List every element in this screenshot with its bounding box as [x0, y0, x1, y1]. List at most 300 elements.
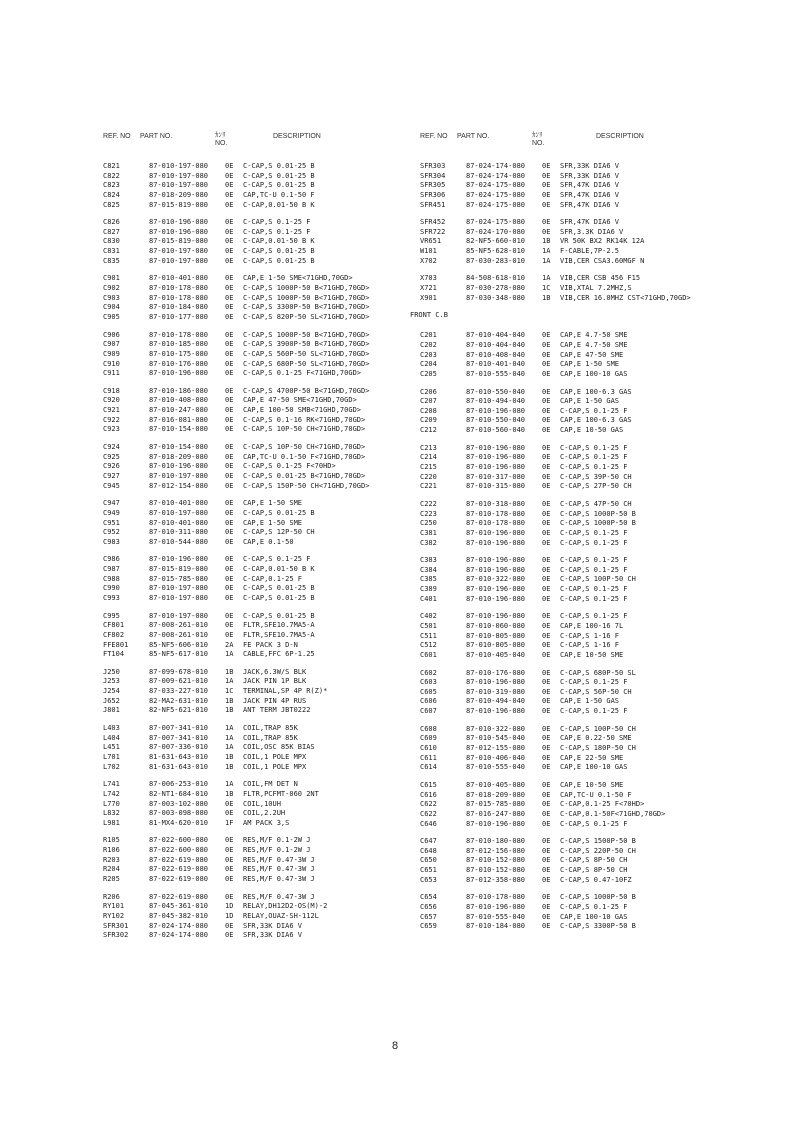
ref-no: X721	[420, 284, 437, 293]
part-no: 87-010-311-080	[149, 528, 209, 537]
ref-no: C947	[103, 499, 120, 508]
description: CAP,E 47-50 SME	[560, 350, 624, 359]
description: COIL,10UH	[243, 799, 281, 808]
kari-no: 0E	[542, 350, 551, 359]
kari-no: 0E	[225, 162, 234, 170]
description: C-CAP,S 0.1-25 F	[243, 227, 311, 236]
description: SFR,47K DIA6 V	[560, 181, 620, 190]
part-row	[103, 594, 369, 604]
part-no: 87-010-197-080	[149, 162, 209, 170]
part-no: 87-010-177-080	[149, 312, 209, 321]
part-row	[103, 706, 369, 716]
kari-no: 0E	[225, 443, 234, 452]
part-no: 87-030-278-080	[466, 284, 526, 293]
description: C-CAP,S 220P-50 CH	[560, 846, 636, 855]
part-row	[103, 387, 369, 397]
ref-no: C926	[103, 462, 120, 471]
kari-no: 0E	[542, 763, 551, 772]
kari-no: 0E	[542, 800, 551, 809]
description: C-CAP,S 0.01-25 B	[243, 181, 315, 190]
kari-no: 0E	[542, 866, 551, 875]
part-no: 87-010-401-040	[466, 360, 526, 369]
part-row	[103, 902, 369, 912]
kari-no: 0E	[542, 922, 551, 931]
part-row	[103, 809, 369, 819]
description: C-CAP,0.01-50 B K	[243, 200, 315, 209]
part-no: 87-045-382-010	[149, 911, 209, 920]
part-row	[103, 247, 369, 257]
kari-no: 0E	[542, 753, 551, 762]
part-row	[420, 360, 691, 370]
part-no: 87-008-261-010	[149, 621, 209, 630]
parts-group	[103, 893, 369, 941]
part-no: 87-010-315-080	[466, 482, 526, 491]
part-no: 87-010-401-080	[149, 499, 209, 508]
part-no: 87-010-406-040	[466, 753, 526, 762]
ref-no: C951	[103, 518, 120, 527]
description: COIL,TRAP 85K	[243, 724, 298, 733]
part-row	[103, 172, 369, 182]
part-row	[420, 734, 691, 744]
description: C-CAP,S 820P-50 SL<71GHD,70GD>	[243, 312, 370, 321]
description: RES,M/F 0.1-2W J	[243, 836, 311, 845]
part-row	[420, 781, 691, 791]
kari-no: 0E	[542, 641, 551, 650]
part-no: 85-NF5-628-010	[466, 247, 526, 256]
description: CAP,E 4.7-50 SME	[560, 340, 628, 349]
ref-no: C383	[420, 556, 437, 565]
description: C-CAP,S 0.1-16 RK<71GHD,70GD>	[243, 415, 366, 424]
description: C-CAP,S 560P-50 SL<71GHD,70GD>	[243, 349, 370, 358]
ref-no: C203	[420, 350, 437, 359]
description: C-CAP,S 0.1-25 F	[560, 565, 628, 574]
kari-no: 0E	[542, 912, 551, 921]
description: COIL,2.2UH	[243, 809, 286, 818]
parts-group	[103, 724, 369, 772]
ref-no: C924	[103, 443, 120, 452]
part-row	[103, 800, 369, 810]
kari-no: 0E	[542, 181, 551, 190]
part-row	[420, 529, 691, 539]
part-row	[103, 499, 369, 509]
description: C-CAP,S 10P-50 CH<71GHD,70GD>	[243, 443, 366, 452]
part-row	[103, 331, 369, 341]
part-row	[420, 463, 691, 473]
kari-no: 0E	[542, 406, 551, 415]
part-row	[420, 903, 691, 913]
kari-no: 0E	[225, 621, 234, 630]
part-row	[420, 725, 691, 735]
main-board-parts-list	[420, 162, 691, 303]
description: COIL,1 POLE MPX	[243, 762, 307, 771]
kari-no: 0E	[542, 538, 551, 547]
ref-no: C653	[420, 875, 437, 884]
ref-no: C385	[420, 575, 437, 584]
part-row	[103, 790, 369, 800]
kari-no: 0E	[542, 218, 551, 227]
description: C-CAP,S 0.1-25 F	[243, 555, 311, 564]
part-row	[420, 893, 691, 903]
ref-no: C909	[103, 349, 120, 358]
description: SFR,47K DIA6 V	[560, 218, 620, 227]
ref-no: C835	[103, 256, 120, 265]
left-parts-column	[103, 162, 369, 949]
part-no: 87-010-401-080	[149, 274, 209, 283]
kari-no: 0E	[225, 508, 234, 517]
description: C-CAP,S 0.1-25 F	[560, 538, 628, 547]
ref-no: L451	[103, 743, 120, 752]
description: C-CAP,S 680P-50 SL	[560, 668, 636, 677]
description: CAP,E 10-50 GAS	[560, 426, 624, 435]
part-row	[420, 453, 691, 463]
part-no: 84-508-618-010	[466, 274, 526, 283]
part-no: 87-010-319-080	[466, 687, 526, 696]
ref-no: C214	[420, 453, 437, 462]
part-row	[103, 612, 369, 622]
description: VR 50K BX2 RK14K 12A	[560, 237, 645, 246]
parts-group	[103, 274, 369, 322]
part-row	[103, 416, 369, 426]
ref-no: C906	[103, 330, 120, 339]
ref-no: C512	[420, 641, 437, 650]
ref-no: FFE801	[103, 640, 129, 649]
part-row	[103, 565, 369, 575]
ref-no: J250	[103, 667, 120, 676]
description: C-CAP,S 56P-50 CH	[560, 687, 632, 696]
part-row	[420, 341, 691, 351]
description: C-CAP,S 0.1-25 F	[560, 612, 628, 621]
kari-no: 0E	[225, 875, 234, 883]
kari-no: 0E	[542, 575, 551, 584]
part-row	[420, 407, 691, 417]
part-row	[103, 181, 369, 191]
ref-no: C990	[103, 584, 120, 593]
ref-no: C920	[103, 396, 120, 405]
part-row	[103, 555, 369, 565]
kari-no: 0E	[542, 612, 551, 621]
kari-no: 0E	[225, 340, 234, 349]
kari-no: 0E	[225, 396, 234, 405]
kari-no: 0E	[225, 921, 234, 930]
kari-heading: ｶﾝﾘ	[532, 132, 543, 139]
description: JACK,6.3W/S BLK	[243, 667, 307, 676]
description: C-CAP,S 0.01-25 B	[243, 247, 315, 256]
description: RES,M/F 0.47-3W J	[243, 855, 315, 864]
ref-no: C601	[420, 650, 437, 659]
ref-no: SFR305	[420, 181, 446, 190]
ref-no: VR651	[420, 237, 442, 246]
part-row	[420, 426, 691, 436]
ref-no-heading: REF. NO	[420, 133, 448, 140]
description: C-CAP,S 0.1-25 F	[560, 678, 628, 687]
part-no: 87-010-154-080	[149, 425, 209, 434]
ref-no: C831	[103, 247, 120, 256]
ref-no: C903	[103, 293, 120, 302]
parts-group	[103, 218, 369, 266]
description: C-CAP,S 180P-50 CH	[560, 744, 636, 753]
kari-no: 0E	[225, 312, 234, 321]
kari-no: 0E	[542, 340, 551, 349]
ref-no: C204	[420, 360, 437, 369]
part-no: 82-NT1-684-010	[149, 789, 209, 798]
ref-no: C651	[420, 866, 437, 875]
part-row	[103, 360, 369, 370]
kari-no: 0E	[225, 584, 234, 593]
part-no: 87-010-196-080	[466, 707, 526, 716]
parts-group	[103, 162, 369, 210]
ref-no: X702	[420, 256, 437, 265]
part-row	[103, 303, 369, 313]
kari-no: 0E	[542, 790, 551, 799]
ref-no: C826	[103, 218, 120, 227]
part-no: 87-010-196-080	[466, 556, 526, 565]
kari-no: 0E	[225, 481, 234, 490]
part-row	[103, 875, 369, 885]
description: C-CAP,S 0.1-25 F	[560, 463, 628, 472]
part-row	[420, 791, 691, 801]
kari-no: 0E	[542, 707, 551, 716]
part-row	[420, 444, 691, 454]
description: C-CAP,S 0.1-25 F<70HD>	[243, 462, 336, 471]
kari-no: 0E	[225, 892, 234, 901]
description: RES,M/F 0.47-3W J	[243, 875, 315, 883]
ref-no: C220	[420, 472, 437, 481]
part-row	[420, 510, 691, 520]
part-row	[420, 237, 691, 247]
part-row	[103, 369, 369, 379]
kari-no-heading: NO.	[215, 140, 228, 147]
ref-no: C611	[420, 753, 437, 762]
ref-no: CF802	[103, 630, 125, 639]
part-row	[420, 622, 691, 632]
part-row	[420, 595, 691, 605]
description: CAP,E 1-50 SME	[243, 518, 303, 527]
part-no: 87-010-805-080	[466, 641, 526, 650]
description: CABLE,FFC 6P-1.25	[243, 650, 315, 659]
ref-no: J254	[103, 687, 120, 696]
description: C-CAP,S 0.1-25 F	[243, 218, 311, 227]
part-row	[103, 856, 369, 866]
description: AM PACK 3,S	[243, 818, 290, 827]
ref-no: C622	[420, 800, 437, 809]
ref-no: C923	[103, 425, 120, 434]
part-row	[420, 331, 691, 341]
part-no: 87-010-196-080	[466, 565, 526, 574]
description: C-CAP,S 1000P-50 B	[560, 519, 636, 528]
part-no: 87-010-197-080	[149, 247, 209, 256]
kari-no: 1C	[225, 687, 234, 696]
part-no: 87-010-196-080	[466, 463, 526, 472]
kari-no: 0E	[542, 697, 551, 706]
kari-no: 0E	[542, 509, 551, 518]
description: C-CAP,0.1-25 F<70HD>	[560, 800, 645, 809]
ref-no: C648	[420, 846, 437, 855]
kari-no: 0E	[542, 200, 551, 209]
part-row	[420, 162, 691, 172]
kari-no: 0E	[225, 369, 234, 378]
description: CAP,E 100-10 GAS	[560, 763, 628, 772]
ref-no: C401	[420, 594, 437, 603]
ref-no: C901	[103, 274, 120, 283]
part-no: 87-010-178-080	[149, 330, 209, 339]
part-row	[103, 257, 369, 267]
part-no: 81-631-643-010	[149, 752, 209, 761]
description: C-CAP,S 0.1-25 F	[560, 903, 628, 911]
part-no: 87-010-176-080	[466, 668, 526, 677]
ref-no: C381	[420, 528, 437, 537]
ref-no: L702	[103, 762, 120, 771]
kari-no: 0E	[542, 453, 551, 462]
ref-no: C615	[420, 780, 437, 789]
kari-no: 0E	[542, 519, 551, 528]
ref-no: C907	[103, 340, 120, 349]
ref-no: C250	[420, 519, 437, 528]
ref-no: SFR302	[103, 931, 129, 940]
description: C-CAP,0.1-50F<71GHD,70GD>	[560, 809, 666, 818]
part-no: 87-007-341-010	[149, 724, 209, 733]
part-no: 87-010-152-080	[466, 866, 526, 875]
description: C-CAP,S 0.1-25 F	[560, 453, 628, 462]
ref-no: C995	[103, 611, 120, 620]
parts-group	[420, 162, 691, 210]
ref-no: C607	[420, 707, 437, 716]
part-no: 87-010-196-080	[466, 612, 526, 621]
description: CAP,TC-U 0.1-50 F	[243, 190, 315, 199]
part-no: 87-010-494-040	[466, 397, 526, 406]
part-no: 87-018-209-080	[149, 452, 209, 461]
part-no: 87-024-174-080	[466, 162, 526, 170]
kari-no: 0E	[225, 247, 234, 256]
ref-no: X901	[420, 293, 437, 302]
kari-no: 0E	[225, 181, 234, 190]
kari-no: 1A	[225, 780, 234, 789]
part-no: 87-010-196-080	[466, 678, 526, 687]
parts-group	[103, 668, 369, 716]
part-row	[103, 631, 369, 641]
kari-no: 0E	[542, 190, 551, 199]
part-row	[103, 753, 369, 763]
part-no: 87-010-184-080	[149, 303, 209, 312]
part-row	[420, 172, 691, 182]
part-no: 87-010-494-040	[466, 697, 526, 706]
part-no: 87-030-283-010	[466, 256, 526, 265]
kari-no: 0E	[225, 462, 234, 471]
parts-group	[420, 218, 691, 266]
kari-no: 0E	[542, 360, 551, 369]
part-no: 87-022-619-080	[149, 892, 209, 901]
kari-no: 0E	[225, 555, 234, 564]
part-no: 87-010-196-080	[466, 903, 526, 911]
kari-no: 0E	[225, 359, 234, 368]
kari-no: 0E	[542, 856, 551, 865]
part-no: 87-016-081-080	[149, 415, 209, 424]
description: SFR,33K DIA6 V	[243, 921, 303, 930]
description: C-CAP,S 680P-50 SL<71GHD,70GD>	[243, 359, 370, 368]
part-row	[103, 340, 369, 350]
part-no: 87-010-404-040	[466, 331, 526, 340]
kari-no: 0E	[542, 621, 551, 630]
part-no: 87-010-152-080	[466, 856, 526, 865]
part-no: 87-024-175-080	[466, 200, 526, 209]
ref-no: C827	[103, 227, 120, 236]
part-no: 87-010-555-040	[466, 763, 526, 772]
kari-no: 0E	[542, 650, 551, 659]
kari-no: 0E	[225, 565, 234, 574]
kari-no: 0E	[542, 463, 551, 472]
description: C-CAP,S 0.01-25 B	[243, 171, 315, 180]
part-row	[103, 584, 369, 594]
ref-no: C213	[420, 443, 437, 452]
ref-no: SFR722	[420, 227, 446, 236]
part-row	[103, 528, 369, 538]
part-row	[420, 416, 691, 426]
part-row	[103, 650, 369, 660]
part-row	[420, 669, 691, 679]
kari-no: 0E	[225, 452, 234, 461]
ref-no: C910	[103, 359, 120, 368]
kari-no: 0E	[225, 931, 234, 940]
description: RELAY,OUAZ-SH-112L	[243, 911, 319, 920]
description: RES,M/F 0.1-2W J	[243, 846, 311, 855]
ref-no: C993	[103, 593, 120, 602]
description: SFR,33K DIA6 V	[560, 162, 620, 170]
description: C-CAP,S 100P-50 CH	[560, 575, 636, 584]
part-no: 87-010-544-080	[149, 537, 209, 546]
part-row	[103, 462, 369, 472]
ref-no: C605	[420, 687, 437, 696]
ref-no: SFR452	[420, 218, 446, 227]
description: C-CAP,S 8P-50 CH	[560, 866, 628, 875]
ref-no: C654	[420, 893, 437, 902]
parts-group	[103, 612, 369, 660]
description: CAP,E 1-50 GAS	[560, 697, 620, 706]
part-row	[103, 687, 369, 697]
part-row	[420, 351, 691, 361]
parts-group	[420, 331, 691, 379]
description: VIB,CER 16.0MHZ CST<71GHD,70GD>	[560, 293, 691, 302]
kari-no: 0E	[225, 836, 234, 845]
part-no: 82-NF5-621-010	[149, 706, 209, 715]
parts-group	[420, 500, 691, 548]
part-row	[103, 509, 369, 519]
part-row	[103, 350, 369, 360]
parts-group	[420, 837, 691, 885]
kari-no: 0E	[225, 303, 234, 312]
kari-no: 1B	[225, 706, 234, 715]
ref-no: L742	[103, 789, 120, 798]
ref-no: C949	[103, 508, 120, 517]
part-row	[420, 820, 691, 830]
description: CAP,E 10-50 SME	[560, 780, 624, 789]
kari-heading: ｶﾝﾘ	[215, 132, 226, 139]
ref-no: L981	[103, 818, 120, 827]
part-no: 87-015-819-080	[149, 200, 209, 209]
part-row	[103, 912, 369, 922]
part-row	[103, 453, 369, 463]
part-row	[103, 780, 369, 790]
part-no: 87-022-619-080	[149, 855, 209, 864]
ref-no: C822	[103, 171, 120, 180]
part-no: 87-007-336-010	[149, 743, 209, 752]
part-row	[103, 743, 369, 753]
description: C-CAP,S 3900P-50 B<71GHD,70GD>	[243, 340, 370, 349]
kari-no: 1A	[542, 247, 551, 256]
kari-no: 1C	[542, 284, 551, 293]
part-row	[420, 651, 691, 661]
ref-no: C610	[420, 744, 437, 753]
description: FLTR,SFE10.7MA5-A	[243, 630, 315, 639]
part-row	[103, 677, 369, 687]
